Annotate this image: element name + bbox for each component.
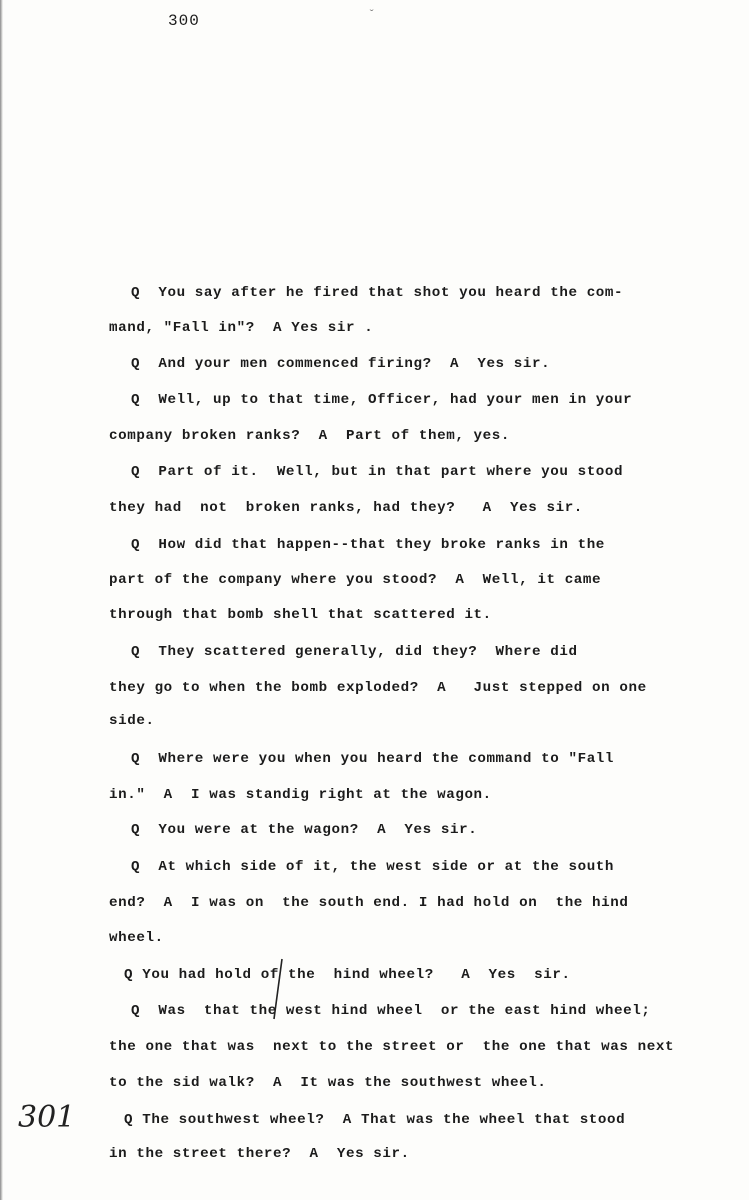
transcript-line: Q They scattered generally, did they? Where did bbox=[131, 644, 578, 660]
transcript-line: end? A I was on the south end. I had hold on the hind bbox=[109, 895, 629, 911]
transcript-line: the one that was next to the street or the one that was next bbox=[109, 1039, 675, 1055]
transcript-line: in the street there? A Yes sir. bbox=[109, 1146, 410, 1162]
transcript-line: they go to when the bomb exploded? A Just stepped on one bbox=[109, 680, 647, 696]
transcript-line: company broken ranks? A Part of them, yes. bbox=[109, 428, 511, 444]
transcript-line: Q And your men commenced firing? A Yes sir. bbox=[131, 356, 551, 372]
transcript-line: Q You were at the wagon? A Yes sir. bbox=[131, 822, 478, 838]
pen-mark bbox=[268, 955, 288, 1025]
transcript-line: Q The southwest wheel? A That was the wheel that stood bbox=[124, 1112, 626, 1128]
page-number: 300 bbox=[168, 12, 200, 30]
transcript-line: to the sid walk? A It was the southwest wheel. bbox=[109, 1075, 547, 1091]
transcript-line: wheel. bbox=[109, 930, 164, 946]
transcript-line: through that bomb shell that scattered it. bbox=[109, 607, 492, 623]
transcript-line: Q You had hold of the hind wheel? A Yes sir. bbox=[124, 967, 571, 983]
handwritten-page-number: 301 bbox=[18, 1100, 76, 1135]
transcript-line: side. bbox=[109, 713, 155, 729]
transcript-line: Q Well, up to that time, Officer, had your men in your bbox=[131, 392, 633, 408]
scan-edge-shadow bbox=[0, 0, 3, 1200]
transcript-line: Q At which side of it, the west side or at the south bbox=[131, 859, 615, 875]
transcript-line: Q Was that the west hind wheel or the east hind wheel; bbox=[131, 1003, 651, 1019]
transcript-line: Q Part of it. Well, but in that part where you stood bbox=[131, 464, 624, 480]
transcript-line: mand, "Fall in"? A Yes sir . bbox=[109, 320, 374, 336]
transcript-line: in." A I was standig right at the wagon. bbox=[109, 787, 492, 803]
transcript-line: Q Where were you when you heard the command to "Fall bbox=[131, 751, 615, 767]
transcript-line: Q How did that happen--that they broke ranks in the bbox=[131, 537, 605, 553]
scan-speck: ˇ bbox=[368, 8, 376, 22]
transcript-line: they had not broken ranks, had they? A Yes sir. bbox=[109, 500, 583, 516]
transcript-line: part of the company where you stood? A Well, it came bbox=[109, 572, 602, 588]
transcript-line: Q You say after he fired that shot you heard the com- bbox=[131, 285, 624, 301]
